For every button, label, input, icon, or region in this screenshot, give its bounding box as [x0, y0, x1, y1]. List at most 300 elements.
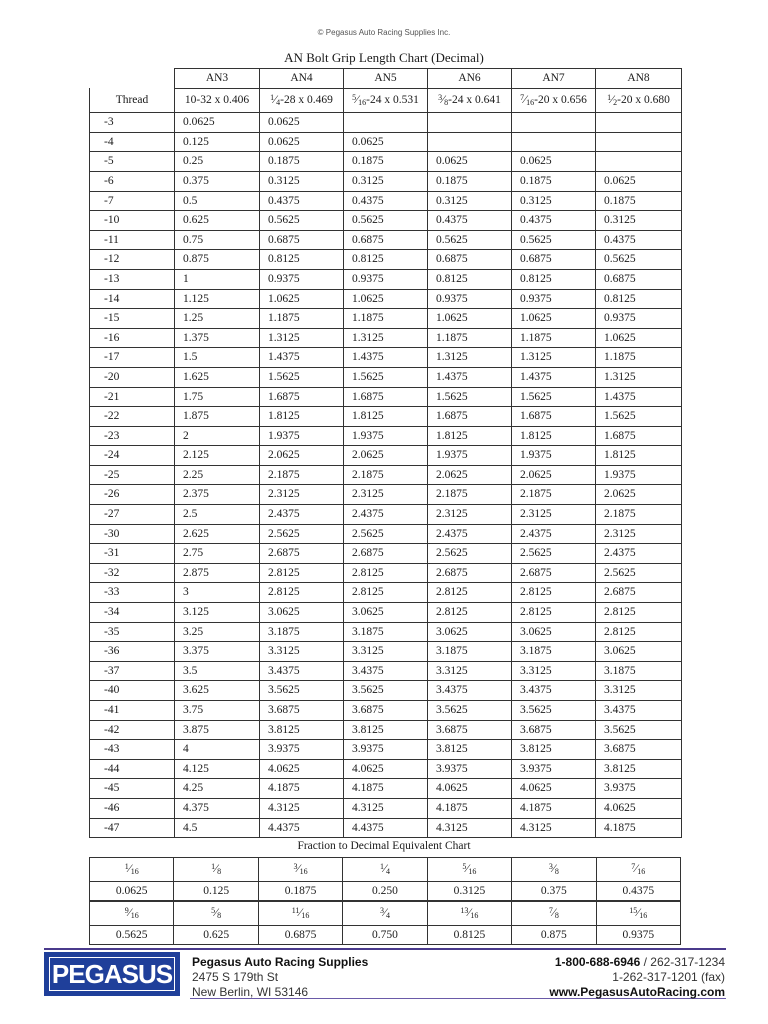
- fraction-slash: ⁄: [297, 861, 300, 875]
- table-row: [90, 642, 682, 662]
- grip-value-cell: 2.0625: [344, 446, 428, 466]
- decimal-cell: 0.9375: [596, 926, 680, 945]
- column-header-an4: AN4: [260, 69, 344, 89]
- grip-value-cell: 3.4375: [596, 701, 682, 721]
- thread-cell: -42: [90, 720, 175, 740]
- grip-value-cell: 1.0625: [260, 289, 344, 309]
- grip-value-cell: 2.625: [175, 524, 260, 544]
- decimal-cell: 0.250: [343, 882, 427, 901]
- grip-value-cell: 2.3125: [428, 505, 512, 525]
- grip-value-cell: 2.3125: [512, 505, 596, 525]
- fax-number: 1-262-317-1201 (fax): [612, 970, 725, 984]
- fraction-denominator: 16: [130, 911, 139, 920]
- fraction-cell: [427, 902, 511, 926]
- spec-an8-slash: ⁄: [611, 91, 614, 106]
- fraction-denominator: 8: [217, 867, 222, 876]
- table-row: [90, 524, 682, 544]
- grip-value-cell: 1.8125: [512, 426, 596, 446]
- grip-value-cell: 4.4375: [260, 818, 344, 838]
- grip-value-cell: 4.0625: [260, 759, 344, 779]
- spec-an6-spec-rest: -24 x 0.641: [448, 93, 501, 106]
- grip-value-cell: 3.125: [175, 603, 260, 623]
- fraction-fraction: [460, 902, 478, 925]
- fraction-row: [90, 858, 681, 882]
- grip-value-cell: 2.8125: [596, 622, 682, 642]
- grip-value-cell: 0.0625: [344, 132, 428, 152]
- grip-value-cell: 2.8125: [344, 583, 428, 603]
- company-info: [192, 955, 368, 1000]
- thread-cell: -22: [90, 407, 175, 427]
- grip-value-cell: 1.3125: [260, 328, 344, 348]
- spec-an5-denominator: 16: [358, 97, 367, 107]
- fraction-numerator: 11: [291, 906, 300, 915]
- fraction-fraction: [125, 858, 139, 881]
- phone-line: [549, 955, 725, 970]
- grip-value-cell: 2.875: [175, 563, 260, 583]
- grip-value-cell: 3.0625: [344, 603, 428, 623]
- grip-value-cell: 0.8125: [260, 250, 344, 270]
- column-spec-an8: [596, 88, 682, 113]
- decimal-cell: 0.625: [174, 926, 258, 945]
- fraction-fraction: [629, 902, 647, 925]
- grip-value-cell: 2.75: [175, 544, 260, 564]
- thread-cell: -11: [90, 230, 175, 250]
- fraction-slash: ⁄: [383, 905, 386, 919]
- grip-value-cell: 2.5625: [512, 544, 596, 564]
- table-row: [90, 426, 682, 446]
- grip-value-cell: 0.3125: [260, 171, 344, 191]
- grip-value-cell: 4: [175, 740, 260, 760]
- thread-cell: -31: [90, 544, 175, 564]
- spec-an6-numerator: 3: [438, 92, 443, 102]
- grip-value-cell: 0.625: [175, 211, 260, 231]
- grip-value-cell: 4.1875: [344, 779, 428, 799]
- fraction-denominator: 16: [470, 911, 479, 920]
- spec-an8-fraction: [607, 89, 670, 113]
- fraction-fraction: [125, 902, 139, 925]
- grip-value-cell: 3.4375: [428, 681, 512, 701]
- table-row: [90, 603, 682, 623]
- grip-value-cell: 2.8125: [428, 583, 512, 603]
- thread-cell: -37: [90, 661, 175, 681]
- thread-cell: -34: [90, 603, 175, 623]
- table-row: [90, 171, 682, 191]
- thread-cell: -27: [90, 505, 175, 525]
- grip-value-cell: 0.6875: [428, 250, 512, 270]
- grip-value-cell: 0.5: [175, 191, 260, 211]
- grip-value-cell: 3.1875: [596, 661, 682, 681]
- spec-an8-numerator: 1: [607, 92, 612, 102]
- fraction-slash: ⁄: [637, 905, 640, 919]
- grip-value-cell: 4.4375: [344, 818, 428, 838]
- grip-value-cell: 2.6875: [260, 544, 344, 564]
- grip-value-cell: 3.0625: [260, 603, 344, 623]
- grip-value-cell: 0.4375: [512, 211, 596, 231]
- grip-value-cell: 2.0625: [596, 485, 682, 505]
- grip-value-cell: 0.5625: [344, 211, 428, 231]
- fraction-slash: ⁄: [128, 905, 131, 919]
- grip-value-cell: 0.3125: [596, 211, 682, 231]
- grip-value-cell: 2: [175, 426, 260, 446]
- table-row: [90, 583, 682, 603]
- decimal-cell: 0.8125: [427, 926, 511, 945]
- spec-an5-slash: ⁄: [356, 91, 359, 106]
- table-row: [90, 407, 682, 427]
- grip-value-cell: 1.1875: [596, 348, 682, 368]
- grip-value-cell: 1: [175, 269, 260, 289]
- grip-value-cell: 1.0625: [428, 309, 512, 329]
- grip-value-cell: 1.0625: [512, 309, 596, 329]
- grip-value-cell: 2.8125: [344, 563, 428, 583]
- grip-value-cell: 2.1875: [512, 485, 596, 505]
- grip-value-cell: 1.75: [175, 387, 260, 407]
- grip-value-cell: 3.5625: [260, 681, 344, 701]
- fraction-chart-title: Fraction to Decimal Equivalent Chart: [297, 840, 471, 852]
- grip-value-cell: 1.8125: [596, 446, 682, 466]
- grip-value-cell: 0.6875: [260, 230, 344, 250]
- table-row: [90, 132, 682, 152]
- grip-value-cell: 0.8125: [344, 250, 428, 270]
- grip-value-cell: 0.0625: [175, 113, 260, 133]
- fraction-denominator: 16: [130, 867, 139, 876]
- fraction-slash: ⁄: [552, 905, 555, 919]
- fraction-fraction: [549, 858, 559, 881]
- fraction-fraction: [380, 858, 390, 881]
- grip-value-cell: 2.4375: [428, 524, 512, 544]
- fraction-slash: ⁄: [468, 905, 471, 919]
- company-name: Pegasus Auto Racing Supplies: [192, 955, 369, 969]
- address-line-2: New Berlin, WI 53146: [192, 985, 309, 999]
- grip-value-cell: 1.4375: [596, 387, 682, 407]
- fraction-denominator: 8: [554, 867, 559, 876]
- grip-value-cell: 0.6875: [344, 230, 428, 250]
- table-row: [90, 387, 682, 407]
- fraction-numerator: 1: [379, 862, 384, 871]
- grip-value-cell: 0.8125: [428, 269, 512, 289]
- thread-cell: -47: [90, 818, 175, 838]
- thread-cell: -44: [90, 759, 175, 779]
- grip-value-cell: 3.5625: [344, 681, 428, 701]
- grip-value-cell: 0.0625: [512, 152, 596, 172]
- grip-value-cell: 4.0625: [596, 798, 682, 818]
- fraction-table-2: [89, 901, 681, 945]
- grip-value-cell: 4.1875: [260, 779, 344, 799]
- thread-cell: -30: [90, 524, 175, 544]
- thread-cell: -33: [90, 583, 175, 603]
- fraction-cell: [174, 858, 258, 882]
- table-row: [90, 152, 682, 172]
- column-spec-an7: [512, 88, 596, 113]
- grip-value-cell: 4.375: [175, 798, 260, 818]
- spec-an4-denominator: 4: [276, 97, 281, 107]
- grip-value-cell: 3.3125: [260, 642, 344, 662]
- grip-value-cell: 4.1875: [512, 798, 596, 818]
- fraction-slash: ⁄: [635, 861, 638, 875]
- table-row: [90, 818, 682, 838]
- grip-value-cell: 1.9375: [428, 446, 512, 466]
- grip-value-cell: 4.3125: [260, 798, 344, 818]
- grip-value-cell: 0.75: [175, 230, 260, 250]
- table-row: [90, 211, 682, 231]
- table-row: [90, 113, 682, 133]
- grip-value-cell: 1.5625: [260, 367, 344, 387]
- grip-value-cell: 3.5: [175, 661, 260, 681]
- table-row: [90, 465, 682, 485]
- grip-value-cell: 2.5625: [260, 524, 344, 544]
- fraction-fraction: [380, 902, 390, 925]
- grip-value-cell: 2.25: [175, 465, 260, 485]
- spec-an8-spec-rest: -20 x 0.680: [617, 93, 670, 106]
- thread-cell: -23: [90, 426, 175, 446]
- grip-value-cell: 3.9375: [428, 759, 512, 779]
- grip-value-cell: 3.8125: [428, 740, 512, 760]
- spec-an8-denominator: 2: [613, 97, 618, 107]
- thread-cell: -26: [90, 485, 175, 505]
- grip-value-cell: 2.8125: [512, 583, 596, 603]
- thread-cell: -4: [90, 132, 175, 152]
- grip-value-cell: 2.6875: [344, 544, 428, 564]
- thread-header: Thread: [90, 88, 175, 113]
- grip-value-cell: 1.6875: [344, 387, 428, 407]
- thread-cell: -6: [90, 171, 175, 191]
- fraction-numerator: 3: [548, 862, 553, 871]
- spec-an7-spec-rest: -20 x 0.656: [534, 93, 587, 106]
- decimal-row: [90, 926, 681, 945]
- fraction-slash: ⁄: [299, 905, 302, 919]
- header-row-names: [90, 69, 682, 89]
- thread-cell: -35: [90, 622, 175, 642]
- fraction-slash: ⁄: [552, 861, 555, 875]
- grip-value-cell: 2.1875: [428, 485, 512, 505]
- grip-value-cell: 3.6875: [596, 740, 682, 760]
- grip-value-cell: 1.3125: [344, 328, 428, 348]
- grip-value-cell: 1.8125: [344, 407, 428, 427]
- grip-value-cell: 4.5: [175, 818, 260, 838]
- grip-value-cell: 1.6875: [596, 426, 682, 446]
- grip-value-cell: 0.1875: [512, 171, 596, 191]
- grip-value-cell: 0.4375: [344, 191, 428, 211]
- grip-value-cell: 1.9375: [344, 426, 428, 446]
- grip-value-cell: 2.5625: [596, 563, 682, 583]
- grip-value-cell: 3.0625: [428, 622, 512, 642]
- grip-value-cell: 0.5625: [512, 230, 596, 250]
- table-row: [90, 798, 682, 818]
- grip-value-cell: [596, 152, 682, 172]
- spec-an4-spec-rest: -28 x 0.469: [280, 93, 333, 106]
- fraction-numerator: 9: [124, 906, 129, 915]
- grip-value-cell: 2.3125: [344, 485, 428, 505]
- fraction-numerator: 5: [462, 862, 467, 871]
- spec-an5-spec-rest: -24 x 0.531: [366, 93, 419, 106]
- phone-local[interactable]: / 262-317-1234: [640, 955, 725, 969]
- fraction-numerator: 3: [379, 906, 384, 915]
- grip-value-cell: 3.875: [175, 720, 260, 740]
- decimal-row: [90, 882, 681, 901]
- grip-value-cell: 3.8125: [596, 759, 682, 779]
- grip-value-cell: 1.4375: [512, 367, 596, 387]
- grip-value-cell: 0.4375: [260, 191, 344, 211]
- spec-an5-numerator: 5: [352, 92, 357, 102]
- grip-value-cell: 1.8125: [260, 407, 344, 427]
- grip-value-cell: 3.4375: [260, 661, 344, 681]
- fraction-denominator: 8: [217, 911, 222, 920]
- grip-value-cell: 0.8125: [512, 269, 596, 289]
- spec-an6-denominator: 8: [444, 97, 449, 107]
- fraction-slash: ⁄: [466, 861, 469, 875]
- fraction-cell: [596, 858, 680, 882]
- fraction-numerator: 1: [211, 862, 216, 871]
- grip-value-cell: 0.9375: [596, 309, 682, 329]
- grip-value-cell: 0.9375: [344, 269, 428, 289]
- grip-value-cell: 4.1875: [428, 798, 512, 818]
- grip-value-cell: 0.25: [175, 152, 260, 172]
- thread-cell: -3: [90, 113, 175, 133]
- grip-value-cell: 2.375: [175, 485, 260, 505]
- fraction-fraction: [292, 902, 310, 925]
- grip-value-cell: 3.625: [175, 681, 260, 701]
- grip-value-cell: 2.3125: [596, 524, 682, 544]
- grip-value-cell: 1.5625: [428, 387, 512, 407]
- grip-value-cell: 3.6875: [428, 720, 512, 740]
- column-spec-an5: [344, 88, 428, 113]
- grip-value-cell: 2.8125: [596, 603, 682, 623]
- phone-tollfree[interactable]: 1-800-688-6946: [554, 955, 641, 969]
- grip-length-table: [89, 68, 682, 838]
- grip-value-cell: 3.4375: [344, 661, 428, 681]
- grip-value-cell: 1.9375: [512, 446, 596, 466]
- fraction-denominator: 16: [637, 867, 646, 876]
- grip-value-cell: 3.6875: [260, 701, 344, 721]
- grip-value-cell: 3.4375: [512, 681, 596, 701]
- thread-cell: -25: [90, 465, 175, 485]
- spec-an7-slash: ⁄: [524, 91, 527, 106]
- grip-value-cell: 3.1875: [428, 642, 512, 662]
- fraction-cell: [512, 858, 596, 882]
- thread-cell: -16: [90, 328, 175, 348]
- thread-cell: -14: [90, 289, 175, 309]
- fraction-denominator: 4: [385, 911, 390, 920]
- fraction-numerator: 15: [629, 906, 638, 915]
- decimal-cell: 0.3125: [427, 882, 511, 901]
- grip-value-cell: 0.4375: [428, 211, 512, 231]
- grip-value-cell: 2.8125: [260, 583, 344, 603]
- grip-value-cell: 3.8125: [344, 720, 428, 740]
- table-row: [90, 720, 682, 740]
- spec-an4-fraction: [270, 89, 333, 113]
- contact-info: [549, 955, 725, 1000]
- grip-value-cell: 3.1875: [512, 642, 596, 662]
- grip-value-cell: 1.5: [175, 348, 260, 368]
- grip-value-cell: 0.3125: [428, 191, 512, 211]
- grip-value-cell: 0.9375: [260, 269, 344, 289]
- grip-value-cell: 1.1875: [428, 328, 512, 348]
- grip-value-cell: 1.5625: [596, 407, 682, 427]
- thread-cell: -17: [90, 348, 175, 368]
- footer-divider: [44, 948, 726, 950]
- header-blank-cell: [90, 69, 175, 89]
- grip-value-cell: 0.125: [175, 132, 260, 152]
- thread-cell: -21: [90, 387, 175, 407]
- grip-value-cell: 2.6875: [596, 583, 682, 603]
- fraction-numerator: 5: [211, 906, 216, 915]
- spec-an4-slash: ⁄: [274, 91, 277, 106]
- table-row: [90, 289, 682, 309]
- column-spec-an4: [260, 88, 344, 113]
- grip-value-cell: 2.8125: [428, 603, 512, 623]
- grip-value-cell: 1.0625: [596, 328, 682, 348]
- grip-value-cell: 2.4375: [344, 505, 428, 525]
- grip-value-cell: 2.8125: [260, 563, 344, 583]
- grip-value-cell: 0.3125: [512, 191, 596, 211]
- grip-value-cell: 1.3125: [512, 348, 596, 368]
- grip-value-cell: 1.6875: [512, 407, 596, 427]
- grip-value-cell: 1.9375: [596, 465, 682, 485]
- grip-value-cell: 4.3125: [428, 818, 512, 838]
- grip-value-cell: 3.8125: [260, 720, 344, 740]
- fraction-denominator: 4: [385, 867, 390, 876]
- thread-cell: -36: [90, 642, 175, 662]
- header-row-specs: [90, 88, 682, 113]
- grip-value-cell: 3.8125: [512, 740, 596, 760]
- column-spec-an3: 10-32 x 0.406: [175, 88, 260, 113]
- thread-cell: -43: [90, 740, 175, 760]
- table-row: [90, 269, 682, 289]
- thread-cell: -13: [90, 269, 175, 289]
- fraction-fraction: [631, 858, 645, 881]
- table-row: [90, 309, 682, 329]
- column-header-an3: AN3: [175, 69, 260, 89]
- thread-cell: -46: [90, 798, 175, 818]
- grip-value-cell: [428, 113, 512, 133]
- table-row: [90, 759, 682, 779]
- table-row: [90, 446, 682, 466]
- grip-value-cell: 3.6875: [512, 720, 596, 740]
- decimal-cell: 0.875: [512, 926, 596, 945]
- fraction-fraction: [549, 902, 559, 925]
- fraction-numerator: 13: [460, 906, 469, 915]
- grip-value-cell: 2.0625: [428, 465, 512, 485]
- column-header-an5: AN5: [344, 69, 428, 89]
- grip-value-cell: 0.5625: [596, 250, 682, 270]
- decimal-cell: 0.6875: [258, 926, 342, 945]
- website-link[interactable]: www.PegasusAutoRacing.com: [549, 985, 725, 999]
- grip-value-cell: 3.25: [175, 622, 260, 642]
- table-row: [90, 681, 682, 701]
- grip-value-cell: 1.125: [175, 289, 260, 309]
- grip-value-cell: 0.0625: [596, 171, 682, 191]
- grip-value-cell: 3.3125: [428, 661, 512, 681]
- grip-value-cell: 0.1875: [428, 171, 512, 191]
- fraction-denominator: 16: [468, 867, 477, 876]
- grip-value-cell: 4.25: [175, 779, 260, 799]
- fraction-denominator: 16: [299, 867, 308, 876]
- table-row: [90, 622, 682, 642]
- grip-value-cell: 1.3125: [596, 367, 682, 387]
- grip-value-cell: 2.1875: [596, 505, 682, 525]
- column-header-an7: AN7: [512, 69, 596, 89]
- grip-value-cell: 2.4375: [260, 505, 344, 525]
- column-header-an8: AN8: [596, 69, 682, 89]
- grip-value-cell: 3.9375: [512, 759, 596, 779]
- grip-value-cell: 1.9375: [260, 426, 344, 446]
- table-row: [90, 779, 682, 799]
- grip-value-cell: 1.6875: [428, 407, 512, 427]
- grip-value-cell: 2.0625: [260, 446, 344, 466]
- grip-value-cell: 3.3125: [596, 681, 682, 701]
- spec-an7-numerator: 7: [520, 92, 525, 102]
- grip-value-cell: 1.4375: [428, 367, 512, 387]
- thread-cell: -41: [90, 701, 175, 721]
